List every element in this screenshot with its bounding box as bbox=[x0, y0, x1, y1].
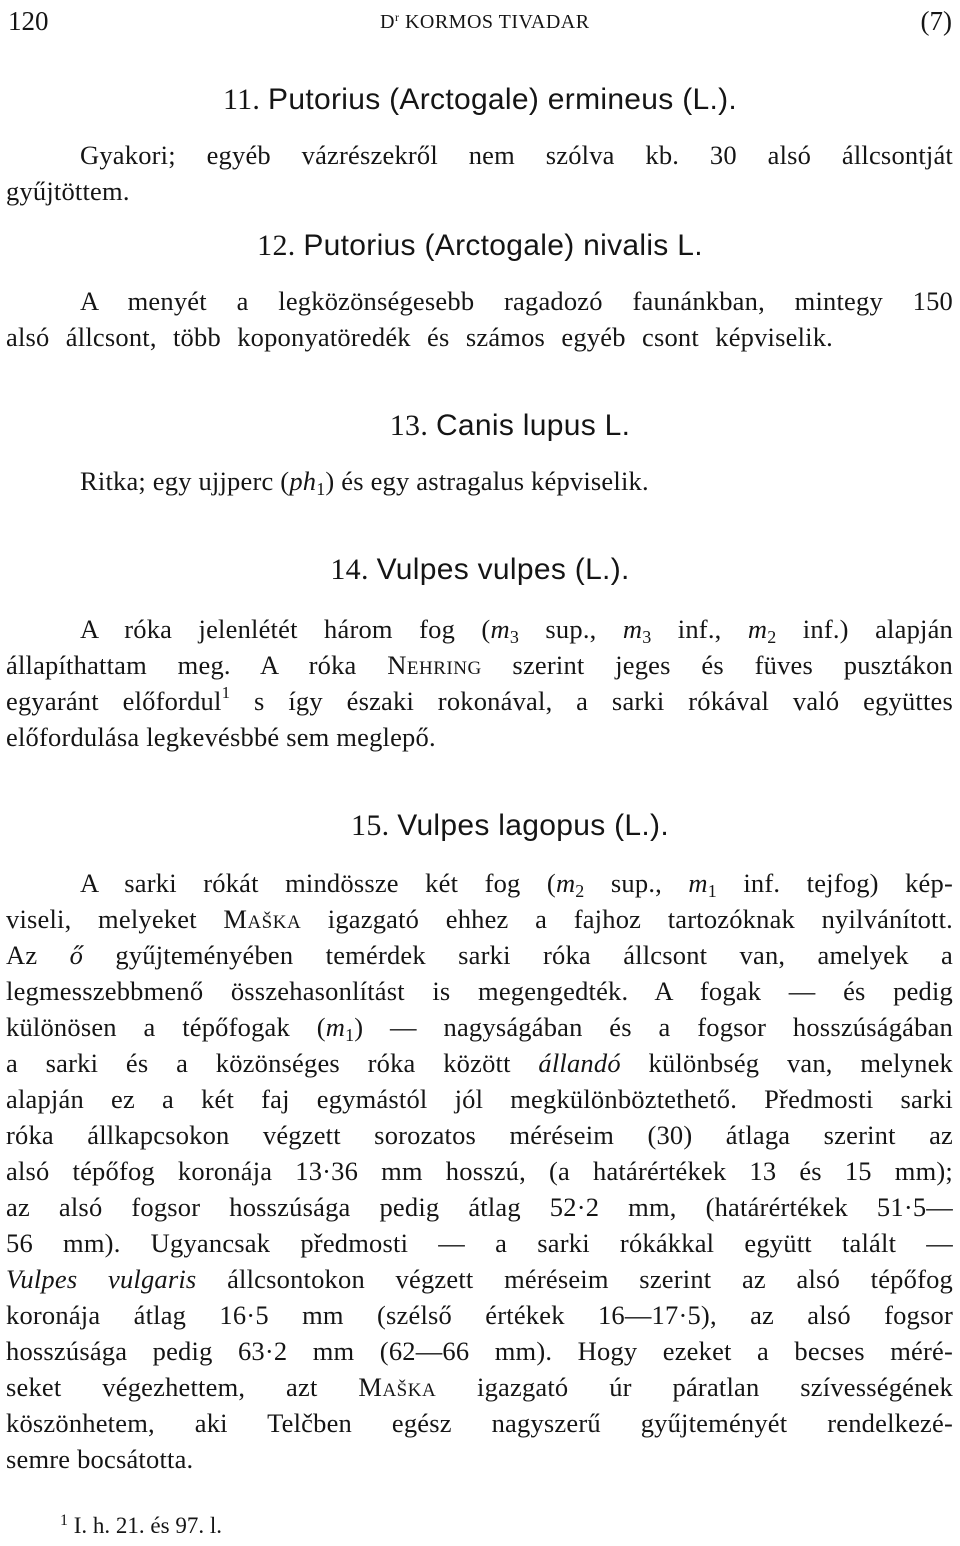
text-run: szerint jeges és füves pusztákon bbox=[481, 650, 954, 680]
molar-symbol: m bbox=[555, 868, 576, 898]
footnote bbox=[60, 1512, 222, 1540]
text-run: sup., bbox=[584, 868, 689, 898]
text-line: köszönhetem, aki Telčben egész nagyszerű gyűjteményét rendelkezé- bbox=[6, 1408, 953, 1438]
species-number: 11. bbox=[222, 83, 261, 116]
text-run: A sarki rókát mindössze két fog ( bbox=[80, 868, 556, 898]
text-run: s így északi rokonával, a sarki rókával való együttes bbox=[230, 686, 953, 716]
subscript: 2 bbox=[575, 881, 585, 901]
molar-symbol: m bbox=[490, 614, 510, 644]
molar-symbol: m bbox=[747, 614, 768, 644]
text-run: ) és egy astragalus képviselik. bbox=[325, 466, 649, 496]
text-run: Ritka; egy ujjperc ( bbox=[80, 466, 290, 496]
subscript: 3 bbox=[509, 627, 520, 647]
species-heading-11 bbox=[0, 82, 960, 118]
species-name: Vulpes vulpes (L.). bbox=[376, 553, 630, 586]
molar-symbol: m bbox=[688, 868, 708, 898]
text-run: különbség van, melynek bbox=[620, 1048, 953, 1078]
text-line bbox=[6, 902, 953, 936]
taxon-name: Vulpes vulgaris bbox=[6, 1264, 197, 1294]
author-surname: KORMOS TIVADAR bbox=[404, 11, 590, 33]
text-run: ) — nagyságában és a fogsor hosszúságában bbox=[354, 1012, 953, 1042]
text-line: alsó tépőfog koronája 13·36 mm hosszú, (a határértékek 13 és 15 mm); bbox=[6, 1156, 953, 1186]
author-name-nehring: Nehring bbox=[387, 650, 482, 680]
emphasis: ő bbox=[69, 940, 84, 970]
author-name-maska: Maška bbox=[358, 1372, 437, 1402]
text-line bbox=[80, 464, 649, 498]
text-line bbox=[6, 1010, 953, 1044]
author-prefix: D bbox=[380, 11, 395, 33]
author-name-maska: Maška bbox=[223, 904, 302, 934]
text-line: hosszúsága pedig 63·2 mm (62—66 mm). Hogy ezeket a becses méré- bbox=[6, 1336, 953, 1366]
phalanx-symbol: ph bbox=[289, 466, 317, 496]
species-number: 15. bbox=[351, 809, 390, 842]
text-run: sup., bbox=[519, 614, 623, 644]
species-number: 12. bbox=[257, 229, 296, 262]
species-name: Vulpes lagopus (L.). bbox=[397, 809, 669, 842]
text-run: inf. tejfog) kép- bbox=[716, 868, 953, 898]
text-run: inf., bbox=[651, 614, 748, 644]
page-number: 120 bbox=[8, 6, 49, 36]
text-line: az alsó fogsor hosszúsága pedig átlag 52·2 mm, (határértékek 51·5— bbox=[6, 1192, 953, 1222]
text-line: gyűjtöttem. bbox=[6, 176, 130, 206]
text-line: alsó állcsont, több koponyatöredék és számos egyéb csont képviselik. bbox=[6, 322, 833, 352]
text-line bbox=[6, 684, 953, 718]
footnote-reference: 1 bbox=[221, 683, 231, 702]
text-line bbox=[80, 866, 953, 900]
text-run: egyaránt előfordul bbox=[6, 686, 222, 716]
text-line: koronája átlag 16·5 mm (szélső értékek 16—17·5), az alsó fogsor bbox=[6, 1300, 953, 1330]
subscript: 1 bbox=[345, 1025, 355, 1045]
text-line bbox=[6, 1370, 953, 1404]
text-run: állapíthattam meg. A róka bbox=[6, 650, 388, 680]
molar-symbol: m bbox=[622, 614, 643, 644]
text-run: viseli, melyeket bbox=[6, 904, 224, 934]
footnote-text: I. h. 21. és 97. l. bbox=[68, 1513, 222, 1538]
molar-symbol: m bbox=[325, 1012, 346, 1042]
text-line bbox=[6, 938, 953, 972]
author-name bbox=[380, 10, 590, 34]
text-run: különösen a tépőfogak ( bbox=[6, 1012, 326, 1042]
emphasis: állandó bbox=[538, 1048, 621, 1078]
part-number: (7) bbox=[920, 6, 952, 36]
text-line: Gyakori; egyéb vázrészekről nem szólva kb. 30 alsó állcsontját bbox=[80, 140, 953, 170]
species-number: 14. bbox=[330, 553, 369, 586]
text-line: semre bocsátotta. bbox=[6, 1444, 194, 1474]
species-heading-14 bbox=[0, 552, 960, 588]
species-name: Putorius (Arctogale) nivalis L. bbox=[303, 229, 703, 262]
text-line bbox=[6, 1262, 953, 1296]
running-header bbox=[0, 0, 960, 50]
text-run: igazgató ehhez a fajhoz tartozóknak nyilvánított. bbox=[301, 904, 954, 934]
footnote-mark: 1 bbox=[60, 1512, 68, 1529]
text-line: előfordulása legkevésbbé sem meglepő. bbox=[6, 722, 436, 752]
species-heading-15 bbox=[30, 808, 960, 844]
text-run: a sarki és a közönséges róka között bbox=[6, 1048, 539, 1078]
text-line: róka állkapcsokon végzett sorozatos méréseim (30) átlaga szerint az bbox=[6, 1120, 953, 1150]
species-heading-12 bbox=[0, 228, 960, 264]
text-run: seket végezhettem, azt bbox=[6, 1372, 359, 1402]
subscript: 1 bbox=[707, 881, 717, 901]
text-line: A menyét a legközönségesebb ragadozó faunánkban, mintegy 150 bbox=[80, 286, 953, 316]
text-run: gyűjteményében temérdek sarki róka állcsont van, amelyek a bbox=[83, 940, 953, 970]
species-name: Canis lupus L. bbox=[435, 409, 631, 442]
species-number: 13. bbox=[389, 409, 429, 442]
text-line bbox=[6, 1046, 953, 1080]
species-name: Putorius (Arctogale) ermineus (L.). bbox=[268, 83, 738, 116]
text-run: állcsontokon végzett méréseim szerint az alsó tépőfog bbox=[196, 1264, 953, 1294]
text-line bbox=[80, 612, 953, 646]
species-heading-13 bbox=[30, 408, 960, 444]
text-run: Az bbox=[6, 940, 70, 970]
text-run: igazgató úr páratlan szívességének bbox=[436, 1372, 953, 1402]
text-line bbox=[6, 648, 953, 682]
subscript: 2 bbox=[767, 627, 777, 647]
text-run: A róka jelenlétét három fog ( bbox=[80, 614, 491, 644]
author-prefix-sup: r bbox=[394, 10, 400, 24]
subscript: 3 bbox=[642, 627, 652, 647]
text-line: legmesszebbmenő összehasonlítást is megengedték. A fogak — és pedig bbox=[6, 976, 953, 1006]
text-line: alapján ez a két faj egymástól jól megkülönböztethető. Předmosti sarki bbox=[6, 1084, 953, 1114]
text-run: inf.) alapján bbox=[776, 614, 953, 644]
subscript: 1 bbox=[316, 479, 326, 499]
text-line: 56 mm). Ugyancsak předmosti — a sarki rókákkal együtt talált — bbox=[6, 1228, 953, 1258]
